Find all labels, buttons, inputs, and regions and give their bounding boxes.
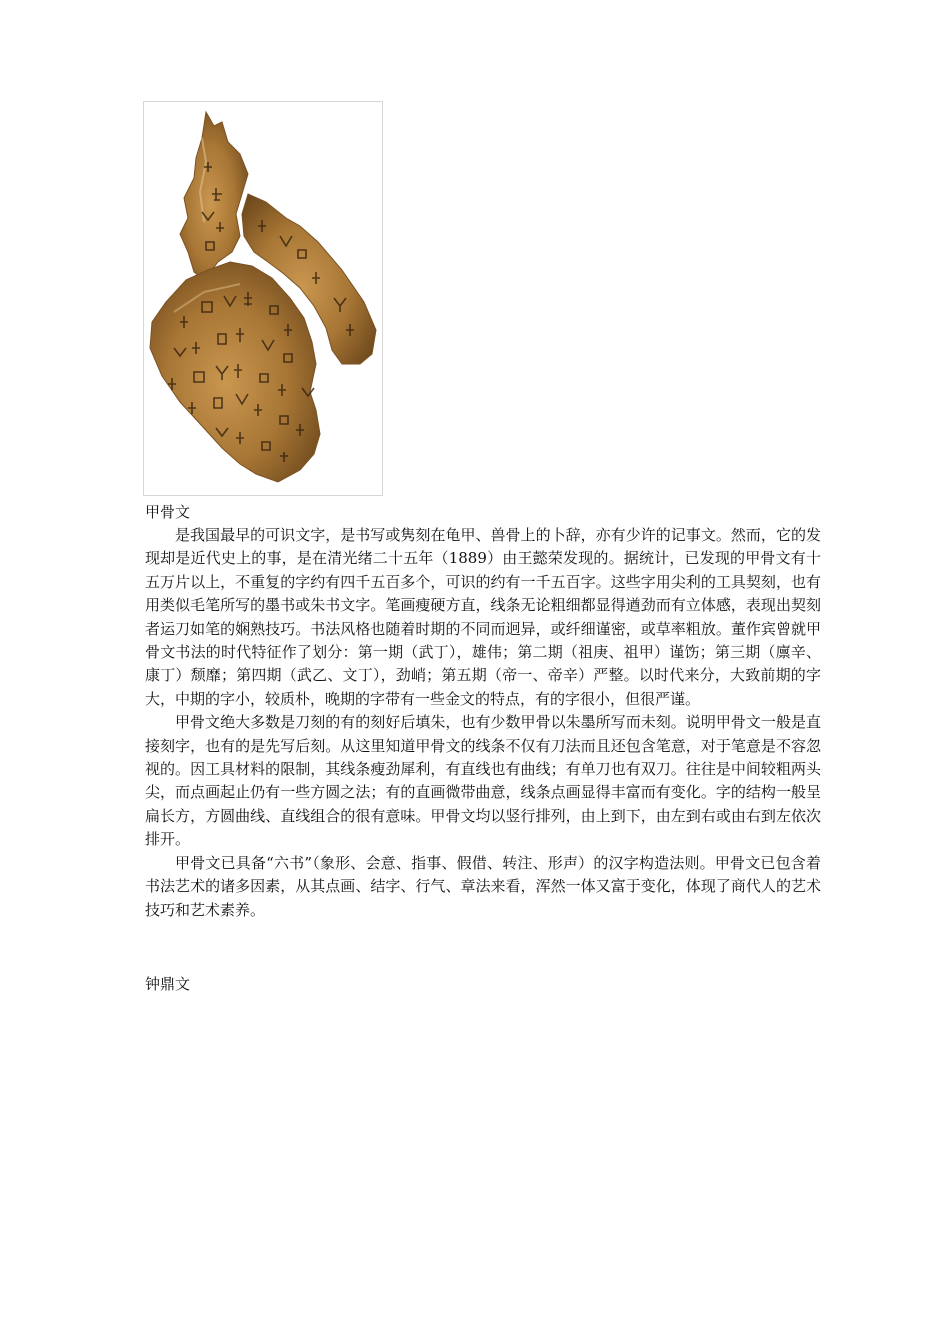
oracle-bone-image: [144, 102, 382, 495]
section-heading-oracle-bone: 甲骨文: [145, 503, 191, 521]
oracle-bone-figure: [143, 101, 383, 496]
section-heading-bronze-inscription: 钟鼎文: [145, 975, 191, 993]
article-body: [145, 524, 821, 922]
paragraph: 是我国最早的可识文字，是书写或隽刻在龟甲、兽骨上的卜辞，亦有少许的记事文。然而，它的发现却是近代史上的事，是在清光绪二十五年（1889）由王懿荣发现的。据统计，已发现的甲骨文有十五万片以上，不重复的字约有四千五百多个，可识的约有一千五百字。这些字用尖利的工具契刻，也有用类似毛笔所写的墨书或朱书文字。笔画瘦硬方直，线条无论粗细都显得遒劲而有立体感，表现出契刻者运刀如笔的娴熟技巧。书法风格也随着时期的不同而迥异，或纤细谨密，或草率粗放。董作宾曾就甲骨文书法的时代特征作了划分：第一期（武丁），雄伟；第二期（祖庚、祖甲）谨饬；第三期（廪辛、康丁）颓靡；第四期（武乙、文丁），劲峭；第五期（帝一、帝辛）严整。以时代来分，大致前期的字大，中期的字小，较质朴，晚期的字带有一些金文的特点，有的字很小，但很严谨。: [145, 526, 821, 708]
paragraph: 甲骨文绝大多数是刀刻的有的刻好后填朱，也有少数甲骨以朱墨所写而未刻。说明甲骨文一般是直接刻字，也有的是先写后刻。从这里知道甲骨文的线条不仅有刀法而且还包含笔意，对于笔意是不容忽视的。因工具材料的限制，其线条瘦劲犀利，有直线也有曲线；有单刀也有双刀。往往是中间较粗两头尖，而点画起止仍有一些方圆之法；有的直画微带曲意，线条点画显得丰富而有变化。字的结构一般呈扁长方，方圆曲线、直线组合的很有意味。甲骨文均以竖行排列，由上到下，由左到右或由右到左依次排开。: [145, 713, 821, 849]
paragraph: 甲骨文已具备“六书”（象形、会意、指事、假借、转注、形声）的汉字构造法则。甲骨文已包含着书法艺术的诸多因素，从其点画、结字、行气、章法来看，浑然一体又富于变化，体现了商代人的艺术技巧和艺术素养。: [145, 853, 821, 919]
